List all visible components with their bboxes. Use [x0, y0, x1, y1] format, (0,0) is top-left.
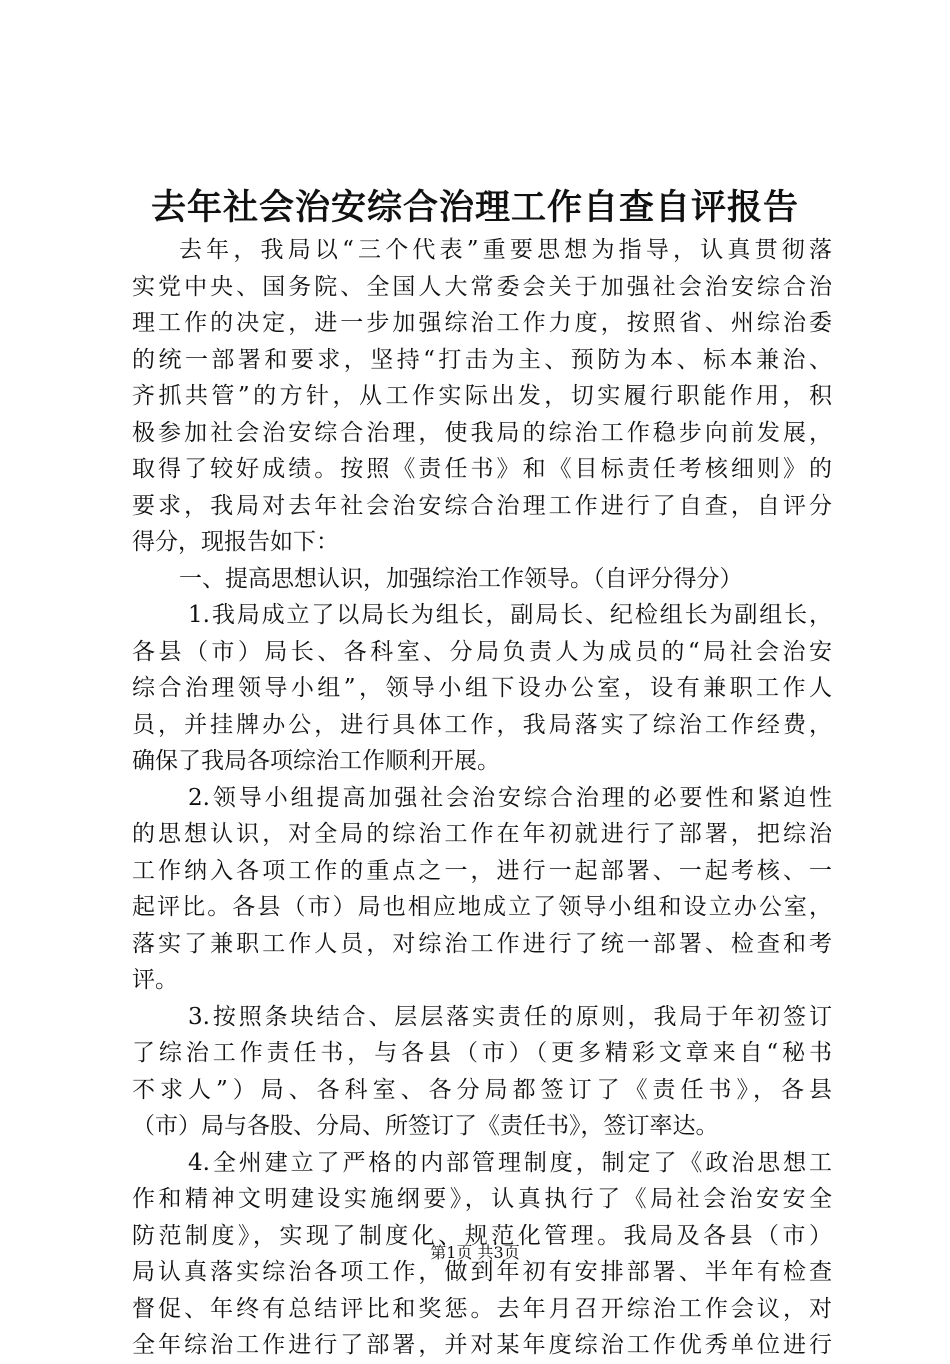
paragraph-line: 不求人”）局、各科室、各分局都签订了《责任书》，各县: [132, 1076, 832, 1103]
paragraph-line: 综合治理领导小组”，领导小组下设办公室，设有兼职工作人: [132, 675, 832, 701]
paragraph-line: 得分，现报告如下：: [132, 529, 339, 555]
paragraph-line: 了综治工作责任书，与各县（市）（更多精彩文章来自“秘书: [132, 1040, 832, 1066]
section-heading: 一、提高思想认识，加强综治工作领导。（自评分得分）: [179, 565, 743, 592]
paragraph-line: 作和精神文明建设实施纲要》，认真执行了《局社会治安安全: [132, 1186, 832, 1212]
paragraph-line: 要求，我局对去年社会治安综合治理工作进行了自查，自评分: [132, 492, 832, 519]
paragraph-line: 理工作的决定，进一步加强综治工作力度，按照省、州综治委: [132, 310, 832, 336]
paragraph-line: 1.我局成立了以局长为组长，副局长、纪检组长为副组长，: [188, 602, 832, 628]
paragraph-line: 员，并挂牌办公，进行具体工作，我局落实了综治工作经费，: [132, 711, 832, 738]
paragraph-line: 极参加社会治安综合治理，使我局的综治工作稳步向前发展，: [132, 419, 832, 446]
paragraph-line: 工作纳入各项工作的重点之一，进行一起部署、一起考核、一: [132, 857, 832, 884]
paragraph-line: 全年综治工作进行了部署，并对某年度综治工作优秀单位进行: [132, 1332, 832, 1358]
paragraph-line: （市）局与各股、分局、所签订了《责任书》，签订率达。: [132, 1113, 719, 1139]
paragraph-line: 起评比。各县（市）局也相应地成立了领导小组和设立办公室，: [132, 894, 832, 920]
document-body: [132, 232, 832, 1364]
paragraph-line: 取得了较好成绩。按照《责任书》和《目标责任考核细则》的: [132, 456, 832, 482]
paragraph-line: 实党中央、国务院、全国人大常委会关于加强社会治安综合治: [132, 273, 832, 300]
paragraph-line: 齐抓共管”的方针，从工作实际出发，切实履行职能作用，积: [132, 383, 832, 409]
page-footer: 第1页 共3页: [430, 1243, 520, 1262]
paragraph-line: 督促、年终有总结评比和奖惩。去年月召开综治工作会议，对: [132, 1295, 832, 1322]
paragraph-line: 4.全州建立了严格的内部管理制度，制定了《政治思想工: [188, 1149, 832, 1176]
paragraph-line: 2.领导小组提高加强社会治安综合治理的必要性和紧迫性: [188, 784, 832, 811]
paragraph-line: 去年，我局以“三个代表”重要思想为指导，认真贯彻落: [179, 237, 832, 263]
paragraph-line: 落实了兼职工作人员，对综治工作进行了统一部署、检查和考: [132, 930, 832, 957]
paragraph-line: 评。: [132, 967, 178, 993]
paragraph-line: 各县（市）局长、各科室、分局负责人为成员的“局社会治安: [132, 638, 832, 665]
paragraph-line: 局认真落实综治各项工作，做到年初有安排部署、半年有检查: [132, 1259, 832, 1285]
paragraph-line: 的统一部署和要求，坚持“打击为主、预防为本、标本兼治、: [132, 346, 832, 373]
paragraph-line: 的思想认识，对全局的综治工作在年初就进行了部署，把综治: [132, 821, 832, 847]
paragraph-line: 3.按照条块结合、层层落实责任的原则，我局于年初签订: [188, 1003, 832, 1030]
paragraph-line: 确保了我局各项综治工作顺利开展。: [132, 748, 500, 774]
paragraph-line: 防范制度》，实现了制度化、规范化管理。我局及各县（市）: [132, 1222, 832, 1249]
document-title: 去年社会治安综合治理工作自查自评报告: [150, 187, 799, 228]
